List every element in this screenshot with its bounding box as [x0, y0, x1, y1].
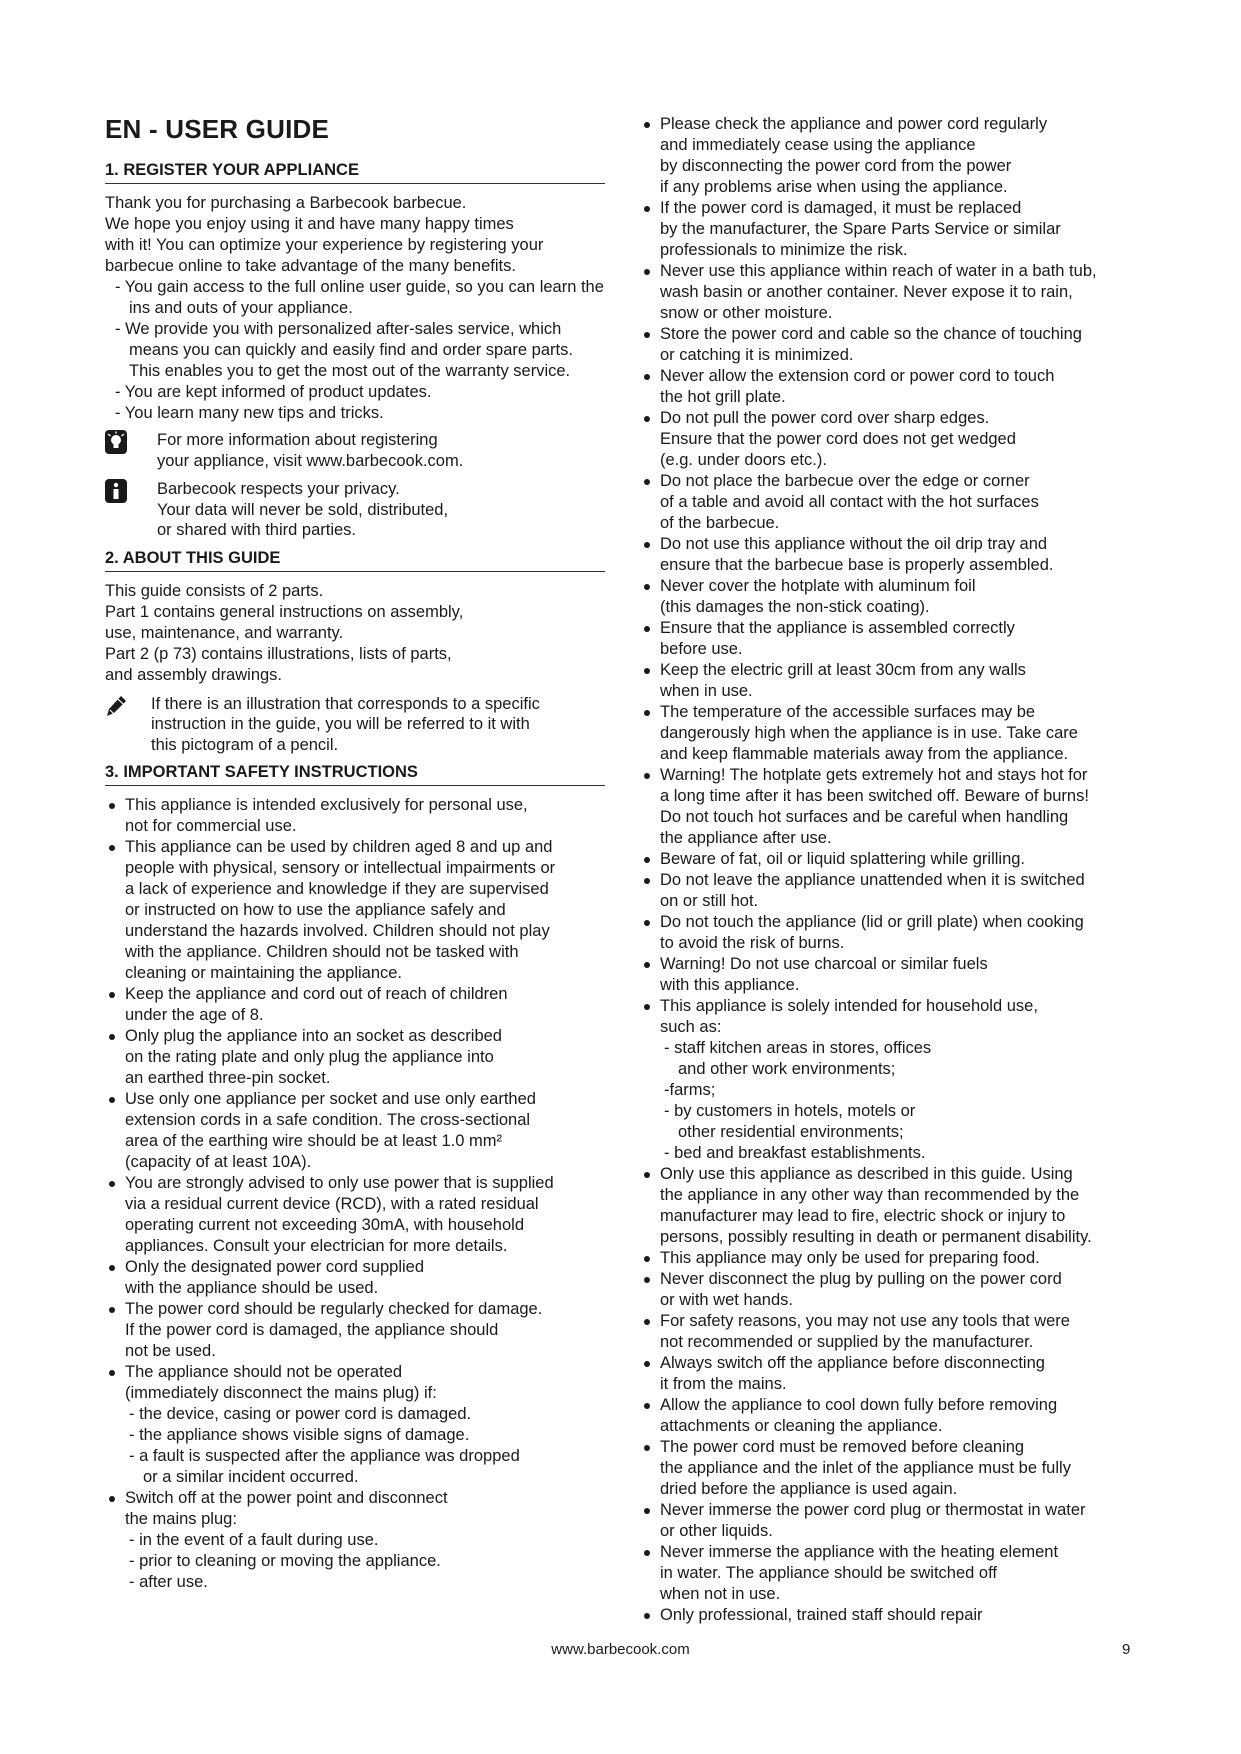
- right-column: [640, 114, 1140, 1626]
- safety-item: Do not leave the appliance unattended when it is switched on or still hot.: [640, 870, 1140, 912]
- safety-item: Do not use this appliance without the oil drip tray and ensure that the barbecue base is properly assembled.: [640, 534, 1140, 576]
- operate-conditions: [125, 1404, 605, 1488]
- safety-item: Store the power cord and cable so the chance of touching or catching it is minimized.: [640, 324, 1140, 366]
- safety-item: The power cord should be regularly checked for damage. If the power cord is damaged, the appliance should not be used.: [105, 1299, 605, 1362]
- benefit-item: - You are kept informed of product updates.: [115, 383, 432, 401]
- safety-item-operate: The appliance should not be operated (immediately disconnect the mains plug) if: - the device, casing or power cord is damaged. - the appliance shows visible signs of damage. - a fault is suspected after the appliance was dropped or a similar incident occurred.: [105, 1362, 605, 1488]
- sub-item: - the appliance shows visible signs of damage.: [129, 1426, 470, 1444]
- sub-item: -farms;: [664, 1081, 716, 1099]
- benefits-list: [105, 277, 605, 424]
- safety-item: Do not touch the appliance (lid or grill plate) when cooking to avoid the risk of burns.: [640, 912, 1140, 954]
- section-1-intro: [105, 193, 605, 277]
- tip-note-text: For more information about registering your appliance, visit www.barbecook.com.: [157, 431, 464, 470]
- pencil-note: [105, 694, 605, 756]
- section-3-heading: 3. IMPORTANT SAFETY INSTRUCTIONS: [105, 763, 605, 786]
- safety-item: Warning! The hotplate gets extremely hot and stays hot for a long time after it has been switched off. Beware of burns! Do not touch hot surfaces and be careful when handling the appliance after use.: [640, 765, 1140, 849]
- benefit-item: - We provide you with personalized after-sales service, which means you can quickly and easily find and order spare parts. This enables you to get the most out of the warranty service.: [115, 320, 573, 380]
- safety-item: If the power cord is damaged, it must be replaced by the manufacturer, the Spare Parts Service or similar professionals to minimize the risk.: [640, 198, 1140, 261]
- page-number: 9: [1122, 1641, 1131, 1658]
- safety-item: Warning! Do not use charcoal or similar fuels with this appliance.: [640, 954, 1140, 996]
- guide-line: This guide consists of 2 parts.: [105, 581, 324, 600]
- guide-line: use, maintenance, and warranty.: [105, 623, 344, 642]
- section-1-heading: 1. REGISTER YOUR APPLIANCE: [105, 161, 605, 184]
- safety-item-household: This appliance is solely intended for household use, such as: - staff kitchen areas in stores, offices and other work environments; -farms; - by customers in hotels, motels or other residential environments; - bed and breakfast establishments.: [640, 996, 1140, 1164]
- safety-item: Never cover the hotplate with aluminum foil (this damages the non-stick coating).: [640, 576, 1140, 618]
- section-2-body: [105, 581, 605, 686]
- safety-item: The temperature of the accessible surfaces may be dangerously high when the appliance is in use. Take care and keep flammable materials away from the appliance.: [640, 702, 1140, 765]
- safety-item: Only the designated power cord supplied with the appliance should be used.: [105, 1257, 605, 1299]
- tip-note: [105, 430, 605, 471]
- sub-item: - bed and breakfast establishments.: [664, 1144, 926, 1162]
- pencil-note-text: If there is an illustration that corresponds to a specific instruction in the guide, you will be referred to it with this pictogram of a pencil.: [151, 694, 540, 754]
- safety-item: This appliance is intended exclusively for personal use, not for commercial use.: [105, 795, 605, 837]
- intro-line: Thank you for purchasing a Barbecook barbecue.: [105, 194, 467, 212]
- safety-item: Allow the appliance to cool down fully before removing attachments or cleaning the appliance.: [640, 1395, 1140, 1437]
- guide-line: and assembly drawings.: [105, 665, 283, 684]
- intro-line: We hope you enjoy using it and have many happy times: [105, 215, 514, 233]
- safety-item: This appliance can be used by children aged 8 and up and people with physical, sensory or intellectual impairments or a lack of experience and knowledge if they are supervised or instructed on how to use the appliance safely and understand the hazards involved. Children should not play with the appliance. Children should not be tasked with cleaning or maintaining the appliance.: [105, 837, 605, 984]
- guide-line: Part 1 contains general instructions on assembly,: [105, 602, 464, 621]
- safety-item: Beware of fat, oil or liquid splattering while grilling.: [640, 849, 1140, 870]
- safety-item: Always switch off the appliance before disconnecting it from the mains.: [640, 1353, 1140, 1395]
- section-2-heading: 2. ABOUT THIS GUIDE: [105, 549, 605, 572]
- safety-item: For safety reasons, you may not use any tools that were not recommended or supplied by the manufacturer.: [640, 1311, 1140, 1353]
- safety-item: Never use this appliance within reach of water in a bath tub, wash basin or another container. Never expose it to rain, snow or other moisture.: [640, 261, 1140, 324]
- safety-item: Never immerse the power cord plug or thermostat in water or other liquids.: [640, 1500, 1140, 1542]
- safety-list-right: [640, 114, 1140, 1626]
- safety-item: This appliance may only be used for preparing food.: [640, 1248, 1140, 1269]
- info-icon: [105, 479, 127, 503]
- document-title: EN - USER GUIDE: [105, 114, 330, 144]
- benefit-item: - You gain access to the full online user guide, so you can learn the ins and outs of your appliance.: [115, 278, 604, 317]
- safety-item: Only plug the appliance into an socket as described on the rating plate and only plug the appliance into an earthed three-pin socket.: [105, 1026, 605, 1089]
- left-column: [105, 114, 605, 1593]
- privacy-note-text: Barbecook respects your privacy. Your data will never be sold, distributed, or shared with third parties.: [157, 480, 449, 539]
- benefit-item: - You learn many new tips and tricks.: [115, 404, 384, 422]
- safety-item: Do not pull the power cord over sharp edges. Ensure that the power cord does not get wedged (e.g. under doors etc.).: [640, 408, 1140, 471]
- safety-item: You are strongly advised to only use power that is supplied via a residual current device (RCD), with a rated residual operating current not exceeding 30mA, with household appliances. Consult your electrician for more details.: [105, 1173, 605, 1257]
- privacy-note: [105, 479, 605, 541]
- guide-line: Part 2 (p 73) contains illustrations, lists of parts,: [105, 644, 452, 663]
- safety-item: Use only one appliance per socket and use only earthed extension cords in a safe condition. The cross-sectional area of the earthing wire should be at least 1.0 mm² (capacity of at least 10A).: [105, 1089, 605, 1173]
- safety-item-switch: Switch off at the power point and disconnect the mains plug: - in the event of a fault during use. - prior to cleaning or moving the appliance. - after use.: [105, 1488, 605, 1593]
- safety-item: Never disconnect the plug by pulling on the power cord or with wet hands.: [640, 1269, 1140, 1311]
- intro-line: barbecue online to take advantage of the many benefits.: [105, 257, 516, 275]
- lightbulb-icon: [105, 430, 127, 454]
- household-examples: [660, 1038, 1140, 1164]
- safety-item: Never immerse the appliance with the heating element in water. The appliance should be switched off when not in use.: [640, 1542, 1140, 1605]
- sub-item: - staff kitchen areas in stores, offices and other work environments;: [664, 1039, 932, 1078]
- safety-item: Keep the appliance and cord out of reach of children under the age of 8.: [105, 984, 605, 1026]
- sub-item: - by customers in hotels, motels or other residential environments;: [664, 1102, 916, 1141]
- safety-item: Never allow the extension cord or power cord to touch the hot grill plate.: [640, 366, 1140, 408]
- sub-item: - a fault is suspected after the appliance was dropped or a similar incident occurred.: [129, 1447, 520, 1486]
- intro-line: with it! You can optimize your experience by registering your: [105, 236, 544, 254]
- sub-item: - in the event of a fault during use.: [129, 1531, 379, 1549]
- safety-item: Keep the electric grill at least 30cm from any walls when in use.: [640, 660, 1140, 702]
- safety-item: Ensure that the appliance is assembled correctly before use.: [640, 618, 1140, 660]
- switch-conditions: [125, 1530, 605, 1593]
- sub-item: - prior to cleaning or moving the appliance.: [129, 1552, 441, 1570]
- safety-item: Do not place the barbecue over the edge or corner of a table and avoid all contact with the hot surfaces of the barbecue.: [640, 471, 1140, 534]
- sub-item: - after use.: [129, 1573, 208, 1591]
- footer-url: www.barbecook.com: [551, 1641, 690, 1658]
- pencil-icon: [105, 694, 127, 718]
- safety-list-left: [105, 795, 605, 1593]
- sub-item: - the device, casing or power cord is damaged.: [129, 1405, 472, 1423]
- safety-item: The power cord must be removed before cleaning the appliance and the inlet of the appliance must be fully dried before the appliance is used again.: [640, 1437, 1140, 1500]
- safety-item: Please check the appliance and power cord regularly and immediately cease using the appliance by disconnecting the power cord from the power if any problems arise when using the appliance.: [640, 114, 1140, 198]
- safety-item: Only professional, trained staff should repair: [640, 1605, 1140, 1626]
- safety-item: Only use this appliance as described in this guide. Using the appliance in any other way than recommended by the manufacturer may lead to fire, electric shock or injury to persons, possibly resulting in death or permanent disability.: [640, 1164, 1140, 1248]
